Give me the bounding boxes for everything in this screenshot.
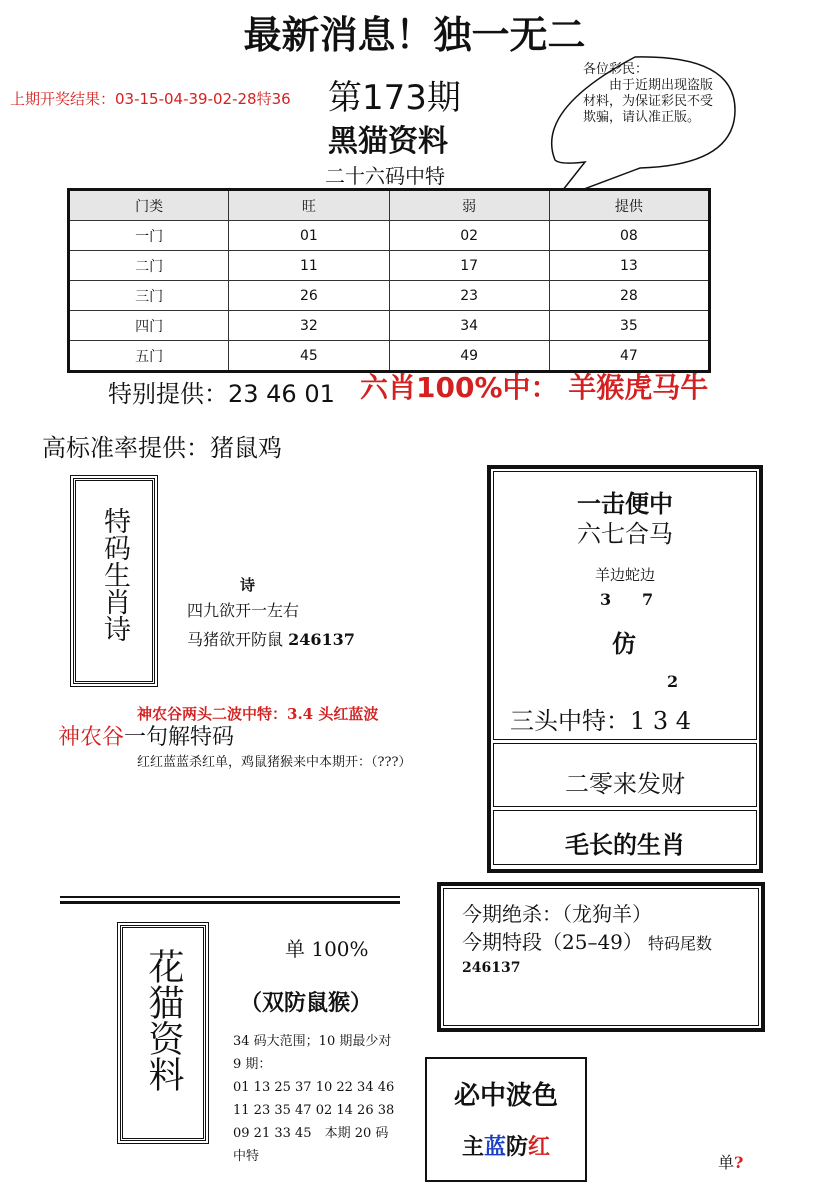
cell: 三门 — [69, 281, 229, 311]
shennong-red: 神农谷 — [58, 725, 125, 750]
num-3: 3 — [600, 590, 612, 609]
cell: 17 — [389, 251, 549, 281]
kill-line: 今期绝杀：（龙狗羊） — [462, 902, 652, 926]
divider — [60, 896, 400, 898]
th: 旺 — [229, 190, 389, 221]
cell: 02 — [389, 221, 549, 251]
range-line: 01 13 25 37 10 22 34 46 — [233, 1080, 395, 1095]
table-row — [69, 311, 710, 341]
tail-number: 246137 — [462, 960, 521, 976]
poem-line-1: 四九欲开一左右 — [187, 601, 300, 620]
poem-line-2 — [187, 627, 355, 650]
th: 弱 — [389, 190, 549, 221]
range-line: 34 码大范围；10 期最少对 — [233, 1034, 392, 1049]
subtitle: 二十六码中特 — [325, 164, 445, 188]
huamao-label: 花猫资料 — [143, 948, 184, 1092]
issue-number: 第173期 — [328, 78, 461, 118]
cell: 13 — [549, 251, 709, 281]
th: 提供 — [549, 190, 709, 221]
cell: 49 — [389, 341, 549, 372]
fang: 仿 — [612, 629, 636, 658]
cell: 四门 — [69, 311, 229, 341]
cell: 23 — [389, 281, 549, 311]
cell: 01 — [229, 221, 389, 251]
shennong-heading — [58, 720, 234, 751]
numbers-table — [67, 188, 711, 373]
hit-subtitle: 六七合马 — [577, 520, 673, 548]
cell: 08 — [549, 221, 709, 251]
shennong-black: 一句解特码 — [124, 725, 235, 750]
dan-percent: 单 100% — [285, 937, 369, 961]
wave-title: 必中波色 — [453, 1081, 558, 1111]
last-result: 上期开奖结果：03-15-04-39-02-28特36 — [10, 90, 291, 108]
divider — [60, 901, 400, 904]
fortune-text: 二零来发财 — [565, 770, 685, 798]
cell: 45 — [229, 341, 389, 372]
cell: 47 — [549, 341, 709, 372]
range-line: 9 期： — [233, 1057, 272, 1072]
poem-number: 246137 — [288, 630, 355, 649]
long-hair-zodiac: 毛长的生肖 — [565, 830, 685, 859]
num-2: 2 — [667, 672, 679, 691]
shennong-top: 神农谷两头二波中特：3.4 头红蓝波 — [137, 705, 379, 723]
bubble-text: 各位彩民： 由于近期出现盗版材料，为保证彩民不受欺骗，请认准正版。 — [583, 62, 714, 125]
cell: 五门 — [69, 341, 229, 372]
blue: 蓝 — [483, 1135, 506, 1160]
segment-line — [462, 926, 712, 955]
range-line: 09 21 33 45 本期 20 码 — [233, 1126, 389, 1141]
poem-box-label: 特码生肖诗 — [99, 507, 130, 642]
six-zodiac: 六肖100%中： 羊猴虎马牛 — [360, 371, 709, 404]
table-row — [69, 221, 710, 251]
table-row — [69, 281, 710, 311]
page-title: 最新消息！独一无二 — [243, 12, 586, 57]
brand-name: 黑猫资料 — [328, 124, 448, 159]
high-rate: 高标准率提供：猪鼠鸡 — [42, 434, 282, 462]
wave-colors — [425, 1130, 587, 1161]
table-row — [69, 251, 710, 281]
poem-text: 马猪欲开防鼠 — [187, 630, 284, 649]
range-text — [233, 1030, 394, 1168]
th: 门类 — [69, 190, 229, 221]
dan: 单 — [718, 1153, 735, 1172]
cell: 二门 — [69, 251, 229, 281]
hit-sides: 羊边蛇边 — [594, 566, 655, 584]
hit-title: 一击便中 — [577, 489, 673, 518]
main: 主 — [461, 1135, 484, 1160]
cell: 26 — [229, 281, 389, 311]
guard: 防 — [506, 1135, 529, 1160]
range-line: 11 23 35 47 02 14 26 38 — [233, 1103, 395, 1118]
huamao-box — [120, 925, 206, 1141]
cell: 一门 — [69, 221, 229, 251]
cell: 32 — [229, 311, 389, 341]
poem-title: 诗 — [240, 576, 256, 594]
table-header — [69, 190, 710, 221]
cell: 34 — [389, 311, 549, 341]
segment-text: 今期特段（25–49） — [462, 930, 643, 954]
double-guard: （双防鼠猴） — [240, 990, 373, 1016]
cell: 28 — [549, 281, 709, 311]
special-offer: 特别提供：23 46 01 — [108, 380, 335, 408]
question-mark: ? — [734, 1153, 744, 1172]
cell: 35 — [549, 311, 709, 341]
three-heads: 三头中特：1 3 4 — [510, 707, 692, 735]
red: 红 — [528, 1135, 551, 1160]
dan-question — [718, 1150, 743, 1173]
num-7: 7 — [642, 590, 654, 609]
shennong-line: 红红蓝蓝杀红单，鸡鼠猪猴来中本期开：（???） — [137, 755, 412, 770]
poem-box — [73, 478, 155, 684]
tail-text: 特码尾数 — [648, 934, 713, 953]
cell: 11 — [229, 251, 389, 281]
range-line: 中特 — [233, 1149, 260, 1164]
